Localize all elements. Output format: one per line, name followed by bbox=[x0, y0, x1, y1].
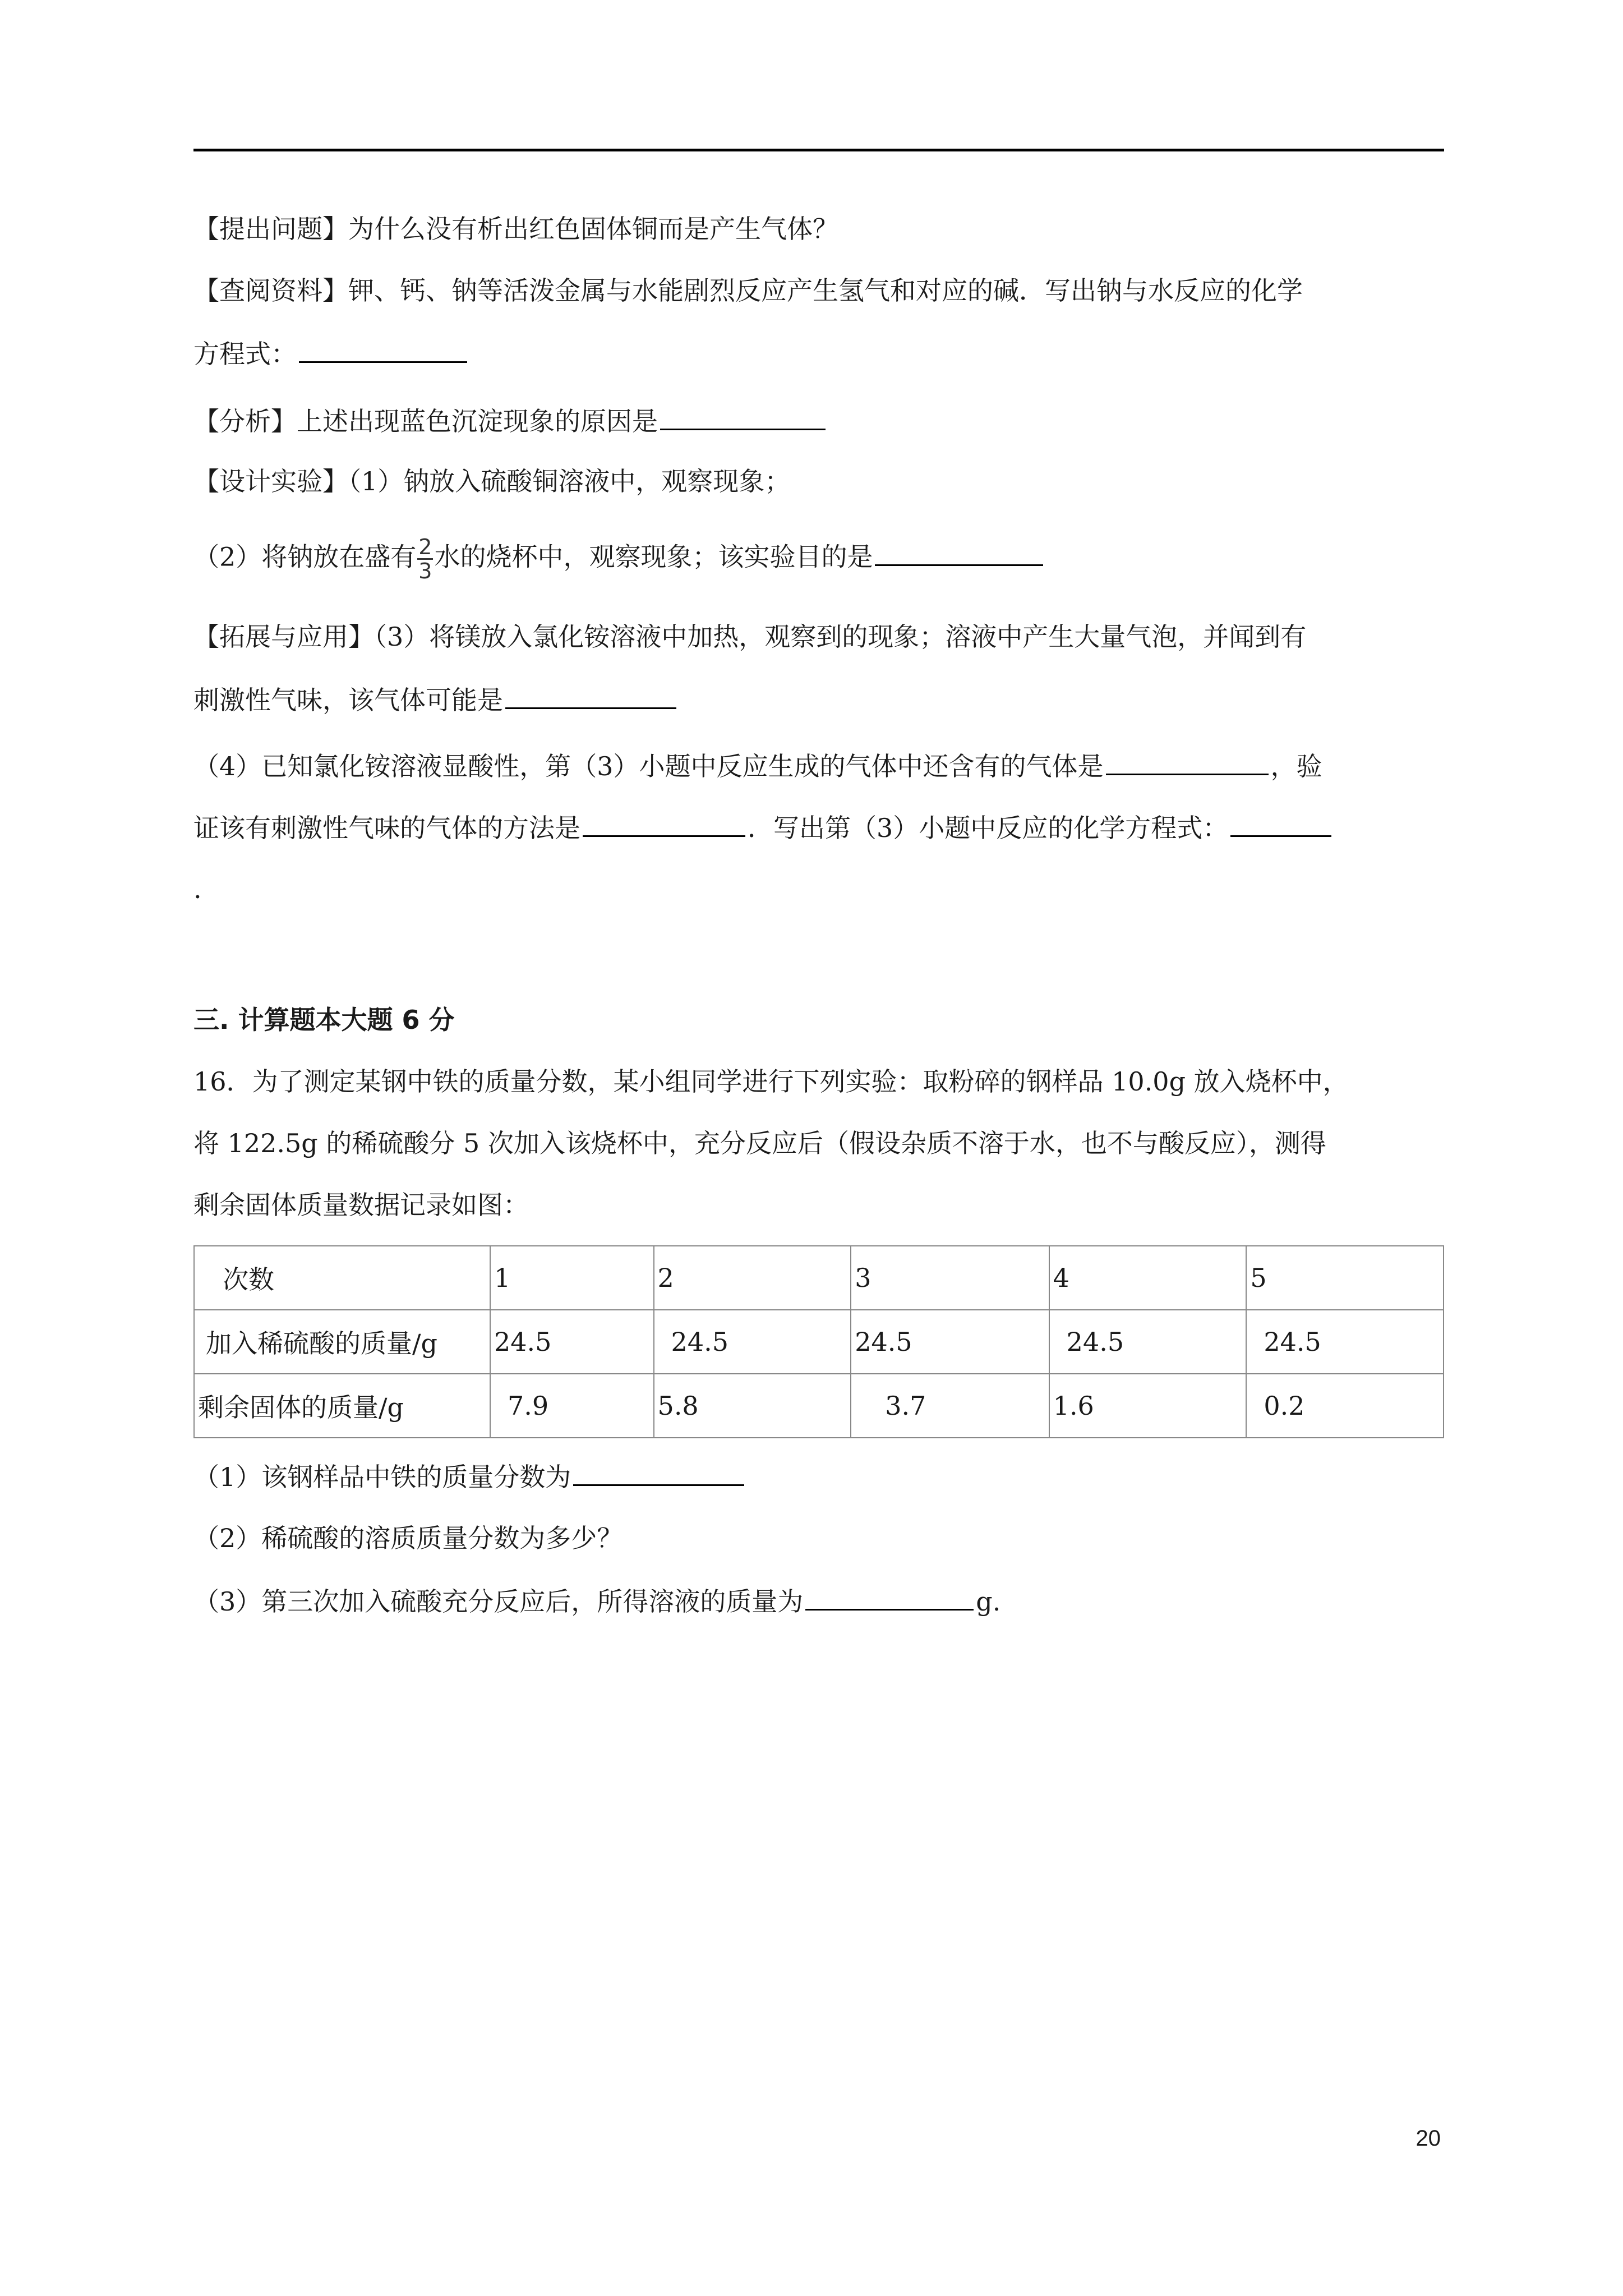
answer-blank-equation bbox=[299, 335, 467, 363]
text-line-q4 bbox=[193, 748, 1322, 783]
question-1 bbox=[193, 1458, 746, 1494]
answer-blank-iron-fraction bbox=[573, 1458, 744, 1486]
fraction-numerator: 2 bbox=[418, 535, 432, 559]
table-cell: 1 bbox=[490, 1246, 654, 1310]
header-rule bbox=[193, 149, 1444, 151]
table-row bbox=[194, 1246, 1444, 1310]
q4-text-a: （4）已知氯化铵溶液显酸性，第（3）小题中反应生成的气体中还含有的气体是 bbox=[193, 751, 1104, 781]
table-cell: 加入稀硫酸的质量/g bbox=[194, 1310, 490, 1374]
text-line-period: . bbox=[193, 874, 202, 904]
table-cell: 3 bbox=[851, 1246, 1049, 1310]
verify-text-b: ．写出第（3）小题中反应的化学方程式： bbox=[748, 813, 1229, 843]
text-line-reference: 【查阅资料】钾、钙、钠等活泼金属与水能剧烈反应产生氢气和对应的碱．写出钠与水反应的化学 bbox=[193, 275, 1303, 306]
text-line-design-2 bbox=[193, 536, 1045, 582]
gas-text: 刺激性气味，该气体可能是 bbox=[193, 685, 503, 715]
table-cell: 3.7 bbox=[851, 1374, 1049, 1438]
design-2-text-b: 水的烧杯中，观察现象；该实验目的是 bbox=[434, 541, 873, 572]
table-cell: 24.5 bbox=[851, 1310, 1049, 1374]
answer-blank-method bbox=[583, 809, 745, 837]
table-cell: 剩余固体的质量/g bbox=[194, 1374, 490, 1438]
q4-text-b: ，验 bbox=[1270, 751, 1322, 781]
question-3-text: （3）第三次加入硫酸充分反应后，所得溶液的质量为 bbox=[193, 1586, 804, 1617]
question-1-text: （1）该钢样品中铁的质量分数为 bbox=[193, 1462, 571, 1492]
answer-blank-purpose bbox=[875, 539, 1043, 566]
page-number: 20 bbox=[1415, 2126, 1441, 2151]
text-line-design-1: 【设计实验】（1）钠放入硫酸铜溶液中，观察现象； bbox=[193, 466, 791, 496]
answer-blank-reaction bbox=[1230, 809, 1331, 837]
question-3 bbox=[193, 1583, 1000, 1618]
section-title: 三. 计算题本大题 6 分 bbox=[193, 1005, 455, 1035]
fraction-denominator: 3 bbox=[418, 559, 432, 583]
text-line-verify bbox=[193, 809, 1334, 845]
q16-line-1: 16．为了测定某钢中铁的质量分数，某小组同学进行下列实验：取粉碎的钢样品 10.0g 放入烧杯中， bbox=[193, 1066, 1349, 1097]
table-row bbox=[194, 1310, 1444, 1374]
table-cell: 0.2 bbox=[1246, 1374, 1444, 1438]
table-cell: 4 bbox=[1049, 1246, 1247, 1310]
table-cell: 24.5 bbox=[654, 1310, 851, 1374]
table-cell: 1.6 bbox=[1049, 1374, 1247, 1438]
table-cell: 24.5 bbox=[1246, 1310, 1444, 1374]
data-table bbox=[193, 1245, 1444, 1438]
text-line-gas bbox=[193, 682, 679, 717]
q16-line-3: 剩余固体质量数据记录如图： bbox=[193, 1190, 529, 1220]
table-cell: 2 bbox=[654, 1246, 851, 1310]
table-cell: 次数 bbox=[194, 1246, 490, 1310]
table-cell: 5.8 bbox=[654, 1374, 851, 1438]
verify-text-a: 证该有刺激性气味的气体的方法是 bbox=[193, 813, 580, 843]
text-line-extension: 【拓展与应用】（3）将镁放入氯化铵溶液中加热，观察到的现象；溶液中产生大量气泡，并闻到有 bbox=[193, 622, 1307, 652]
design-2-text-a: （2）将钠放在盛有 bbox=[193, 541, 417, 572]
text-line-analysis bbox=[193, 403, 828, 438]
answer-blank-solution-mass bbox=[805, 1583, 974, 1611]
analysis-text: 【分析】上述出现蓝色沉淀现象的原因是 bbox=[193, 406, 658, 436]
table-cell: 5 bbox=[1246, 1246, 1444, 1310]
table-cell: 24.5 bbox=[1049, 1310, 1247, 1374]
q16-line-2: 将 122.5g 的稀硫酸分 5 次加入该烧杯中，充分反应后（假设杂质不溶于水，也不与酸反应），测得 bbox=[193, 1128, 1326, 1158]
answer-blank-analysis bbox=[660, 403, 826, 430]
text-line-ask-question: 【提出问题】为什么没有析出红色固体铜而是产生气体？ bbox=[193, 214, 838, 244]
answer-blank-gas bbox=[505, 682, 676, 709]
table-cell: 7.9 bbox=[490, 1374, 654, 1438]
equation-label: 方程式： bbox=[193, 339, 297, 369]
table-row bbox=[194, 1374, 1444, 1438]
text-line-equation bbox=[193, 335, 469, 371]
question-2: （2）稀硫酸的溶质质量分数为多少？ bbox=[193, 1523, 623, 1553]
question-3-unit: g. bbox=[976, 1586, 1001, 1617]
table-cell: 24.5 bbox=[490, 1310, 654, 1374]
fraction bbox=[417, 536, 433, 582]
answer-blank-other-gas bbox=[1106, 748, 1269, 775]
